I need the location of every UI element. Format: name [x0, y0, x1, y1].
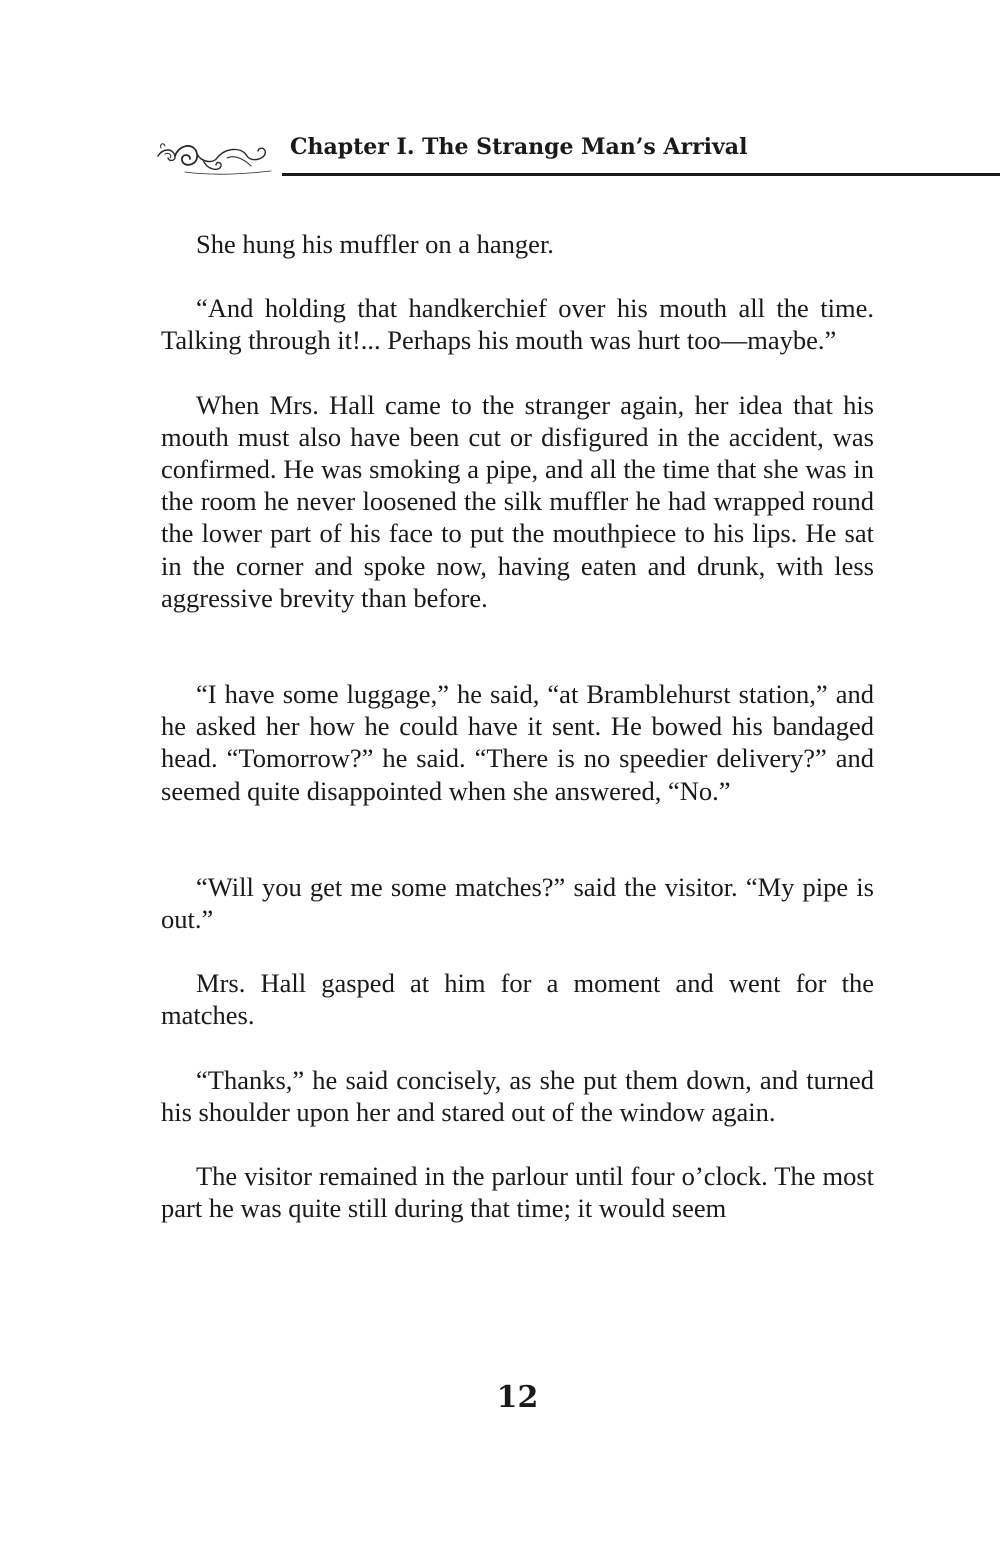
paragraph: “Will you get me some matches?” said the visitor. “My pipe is out.”	[161, 871, 874, 935]
paragraph: She hung his muffler on a hanger.	[196, 229, 554, 259]
paragraph: “I have some luggage,” he said, “at Bramblehurst station,” and he asked her how he could have it sent. He bowed his bandaged head. “Tomorrow?” he said. “There is no speedier delivery?” and seemed quite disappointed when she answered, “No.”	[161, 679, 874, 806]
paragraph: “Thanks,” he said concisely, as she put them down, and turned his shoulder upon her and stared out of the window again.	[161, 1064, 874, 1127]
paragraph: Mrs. Hall gasped at him for a moment and went for the matches.	[161, 968, 874, 1031]
paragraph: When Mrs. Hall came to the stranger again, her idea that his mouth must also have been cut or disfigured in the accident, was confirmed. He was smoking a pipe, and all the time that she was in the room he never loosened the silk muffler he had wrapped round the lower part of his face to put the mouthpiece to his lips. He sat in the corner and spoke now, having eaten and drunk, with less aggressive brevity than before.	[161, 389, 874, 613]
body-text	[161, 228, 874, 1224]
flourish-ornament-icon	[155, 134, 273, 178]
paragraph: The visitor remained in the parlour until four o’clock. The most part he was quite still during that time; it would seem	[161, 1161, 874, 1224]
chapter-title: Chapter I. The Strange Man’s Arrival	[290, 134, 748, 160]
page-number: 12	[496, 1380, 539, 1415]
paragraph: “And holding that handkerchief over his mouth all the time. Talking through it!... Perhaps his mouth was hurt too—maybe.”	[161, 293, 874, 356]
running-header	[0, 126, 1000, 182]
header-rule	[282, 173, 1000, 176]
